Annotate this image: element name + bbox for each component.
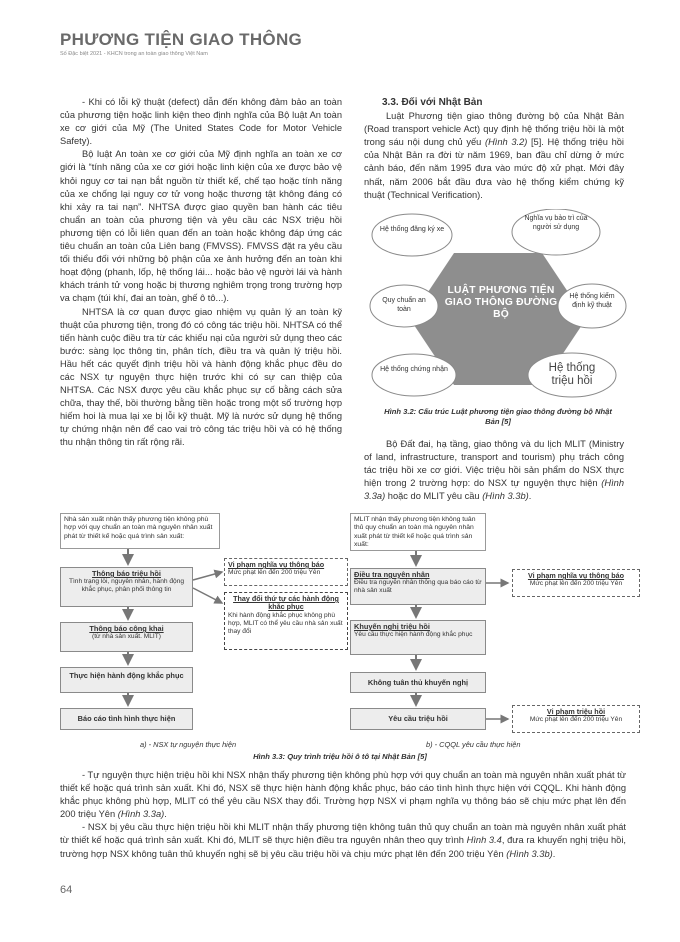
- flow-a-side-change-order: [224, 592, 348, 650]
- text-run: Luật Phương tiện giao thông đường bộ của Nhật Bản (Road transport vehicle Act) quy định hệ thống triệu hồi là một trong sáu nội dung chủ yếu: [364, 111, 624, 148]
- flow-a-side-notice-violation: [224, 558, 348, 586]
- figure-ref: (Hình 3.3a): [117, 809, 165, 820]
- text-run: .: [164, 809, 167, 820]
- left-paragraph-3: NHTSA là cơ quan được giao nhiệm vụ quản lý an toàn kỹ thuật của phương tiện, trong đó có công tác triệu hồi. NHTSA có thể tiến hành cuộc điều tra từ các khiếu nại của người sử dụng theo các bước: sàng lọc thông tin, phân tích, điều tra và quản lý triệu hồi. Hầu hết các quyết định triệu hồi và hành động khắc phục đều do các NSX tự nguyện thực hiện trước khi có sự can thiệp của NHTSA. Các NSX được yêu cầu khắc phục sự cố bằng cách sửa chữa, thay thế, bồi thường bằng tiền hoặc trong một số trường hợp hiếm hoi là mua lại xe bị lỗi kỹ thuật. Mỹ là nước sử dụng hệ thống tự chứng nhận nên để cao vai trò công tác triệu hồi và có hệ thống thu nhận thông tin rất rộng rãi.: [60, 306, 342, 448]
- side-desc: Khi hành động khắc phục không phù hợp, MLIT có thể yêu cầu nhà sản xuất thay đổi: [228, 611, 343, 635]
- right-paragraph-2: [364, 438, 624, 503]
- figure-3-3-caption: Hình 3.3: Quy trình triệu hồi ô tô tại Nhật Bản [5]: [253, 752, 427, 761]
- section-heading: 3.3. Đối với Nhật Bản: [382, 97, 483, 108]
- ellipse-registration: [372, 214, 452, 256]
- flow-b-step-recommendation: [350, 620, 486, 655]
- text-run: .: [528, 491, 532, 502]
- text-run: - Tự nguyện thực hiện triệu hồi khi NSX nhận thấy phương tiện không phù hợp với quy chuẩn an toàn mà nguyên nhân xuất phát từ thiết kế hoặc quá trình sản xuất. Khi đó, NSX sẽ thực hiện hành động khắc phục, báo cáo tình hình thực hiện với CQQL. Khi hành động khắc phục không phù hợp, MLIT có thể yêu cầu NSX thay đổi. Trường hợp NSX vi phạm nghĩa vụ thông báo sẽ chịu mức phạt lên đến 200 triệu Yên: [60, 770, 626, 820]
- node-certification: Hệ thống chứng nhận: [380, 366, 448, 373]
- flow-a-step-public-notice: [60, 622, 193, 652]
- side-title: Vi phạm nghĩa vụ thông báo: [228, 560, 325, 569]
- side-desc: Mức phạt lên đến 200 triệu Yên: [228, 569, 321, 577]
- figure-ref: (Hình 3.2): [484, 137, 528, 148]
- text-run: hoặc do MLIT yêu cầu: [385, 491, 483, 502]
- node-inspection: Hệ thống kiểm định kỹ thuật: [569, 293, 615, 309]
- step-desc: Tình trạng lỗi, nguyên nhân, hành động khắc phục, phân phối thông tin: [68, 578, 185, 594]
- step-desc: Yêu cầu thực hiện hành động khắc phục: [354, 631, 473, 639]
- center-label: LUẬT PHƯƠNG TIỆN GIAO THÔNG ĐƯỜNG BỘ: [444, 285, 558, 320]
- flow-a-intro: Nhà sản xuất nhận thấy phương tiện không phù hợp với quy chuẩn an toàn mà nguyên nhân xuất phát từ thiết kế hoặc quá trình sản xuất:: [60, 513, 220, 549]
- side-desc: Mức phạt lên đến 200 triệu Yên: [529, 716, 623, 724]
- text-run: Bộ Đất đai, hạ tầng, giao thông và du lịch MLIT (Ministry of land, infrastructure, transport and tourism) phụ trách công tác triệu hồi xe cơ giới. Việc triệu hồi sản phẩm do NSX thực hiện trong 2 trường hợp: do NSX tự nguyện thực hiện: [364, 439, 624, 489]
- side-title: Thay đổi thứ tự các hành động khắc phục: [233, 594, 339, 612]
- right-paragraph-1: [364, 110, 624, 202]
- figure-ref: Hình 3.4: [466, 835, 502, 846]
- node-registration: Hệ thống đăng ký xe: [379, 226, 445, 233]
- journal-title: PHƯƠNG TIỆN GIAO THÔNG: [60, 30, 303, 49]
- flow-b-side-recall-violation: [512, 705, 640, 733]
- left-column: [60, 96, 342, 450]
- text-run: [5]. Hệ thống triệu hồi của Nhật Bản ra đời từ năm 1969, ban đầu chỉ dừng ở mức cảnh báo, đến năm 1995 đưa vào mức độ xử phạt. Mới đây nhất, năm 2006 bắt đầu đưa vào hệ thống kiểm chứng kỹ thuật (Technical Verification).: [364, 137, 624, 200]
- flow-b-step-recall-request: Yêu cầu triệu hồi: [350, 708, 486, 730]
- page-header: [60, 30, 640, 57]
- recall-process-flowchart: [60, 513, 640, 743]
- right-column-lower: [364, 438, 624, 503]
- step-title: Thông báo triệu hồi: [92, 569, 161, 578]
- left-paragraph-1: - Khi có lỗi kỹ thuật (defect) dẫn đến không đảm bảo an toàn của phương tiện hoặc linh kiện theo định nghĩa của Bộ luật An toàn xe cơ giới của Mỹ (The United States Code for Motor Vehicle Safety).: [60, 97, 342, 147]
- text-run: - NSX bị yêu cầu thực hiện triệu hồi khi MLIT nhận thấy phương tiện không tuân thủ quy chuẩn an toàn mà nguyên nhân xuất phát từ thiết kế hoặc quá trình sản xuất. Khi đó, MLIT sẽ thực hiện điều tra nguyên nhân theo quy trình: [60, 822, 626, 846]
- flow-a-label: a) - NSX tự nguyện thực hiện: [140, 740, 237, 749]
- figure-ref: (Hình 3.3b): [506, 848, 553, 859]
- figure-ref: (Hình 3.3b): [482, 491, 529, 502]
- step-title: Thông báo công khai: [89, 624, 164, 633]
- bottom-paragraph-2: [60, 821, 626, 860]
- node-safety-standard: Quy chuẩn an toàn: [382, 297, 426, 313]
- side-title: Vi phạm triệu hồi: [546, 707, 606, 716]
- flow-b-label: b) - CQQL yêu cầu thực hiện: [426, 740, 521, 749]
- step-title: Điều tra nguyên nhân: [354, 570, 430, 579]
- figure-ref: (Hình 3.3a): [364, 478, 624, 502]
- journal-subtitle: Số Đặc biệt 2021 - KHCN trong an toàn giao thông Việt Nam: [60, 51, 208, 57]
- flow-b-step-noncompliance: Không tuân thủ khuyến nghị: [350, 672, 486, 693]
- law-structure-diagram: [364, 209, 630, 405]
- step-desc: (từ nhà sản xuất. MLIT): [92, 633, 161, 641]
- figure-3-2-caption: Hình 3.2: Cấu trúc Luật phương tiện giao thông đường bộ Nhật Bản [5]: [384, 407, 612, 426]
- left-paragraph-2: Bộ luật An toàn xe cơ giới của Mỹ định nghĩa an toàn xe cơ giới là “tính năng của xe cơ giới hoặc linh kiện của xe được bảo vệ khỏi nguy cơ tai nạn bắt nguồn từ thiết kế, chế tạo hoặc tính năng của xe chống lại nguy cơ tử vong hoặc thương tật không đáng có khi xảy ra tai nạn”. NHTSA được giao quyền ban hành các tiêu chuẩn an toàn của phương tiện và yêu cầu các NSX triệu hồi phương tiện có lỗi liên quan đến an toàn hoặc không đáp ứng các tiêu chuẩn an toàn của Liên bang (FMVSS). FMVSS đặt ra yêu cầu tối thiểu đối với những bộ phận của xe ảnh hưởng đến an toàn khi hoạt động (phanh, lốp, hệ thống lái... hoặc bảo vệ người lái và hành khách tránh tử vong hoặc bị thương nghiêm trọng trong trường hợp va chạm (túi khí, đai an toàn, ghế ô tô...).: [60, 149, 342, 304]
- bottom-paragraph-1: [60, 769, 626, 821]
- flow-b-intro: MLIT nhận thấy phương tiện không tuân thủ quy chuẩn an toàn mà nguyên nhân xuất phát từ thiết kế hoặc quá trình sản xuất:: [350, 513, 486, 551]
- flow-a-step-report: Báo cáo tình hình thực hiện: [60, 708, 193, 730]
- flow-a-step-corrective: Thực hiện hành động khắc phục: [60, 667, 193, 693]
- node-maintenance: Nghĩa vụ bảo trì của người sử dụng: [524, 215, 588, 231]
- side-desc: Mức phạt lên đến 200 triệu Yên: [529, 580, 623, 588]
- page-number: 64: [60, 884, 73, 896]
- step-title: Khuyến nghị triệu hồi: [354, 622, 430, 631]
- flow-a-step-recall-notice: [60, 567, 193, 607]
- side-title: Vi phạm nghĩa vụ thông báo: [527, 571, 625, 580]
- bottom-text: [60, 769, 626, 861]
- text-run: , đưa ra khuyến nghị triệu hồi, trường hợp NSX không tuân thủ khuyến nghị sẽ bị yêu cầu triệu hồi và chịu mức phạt lên đến 200 triệu Yên: [60, 835, 626, 859]
- ellipse-certification: [372, 354, 456, 396]
- step-desc: Điều tra nguyên nhân thông qua báo cáo từ nhà sản xuất: [354, 579, 482, 595]
- text-run: .: [552, 848, 556, 859]
- flow-b-side-notice-violation: [512, 569, 640, 597]
- node-recall: Hệ thống triệu hồi: [548, 362, 596, 387]
- flow-b-step-investigation: [350, 568, 486, 605]
- right-column: [364, 96, 624, 202]
